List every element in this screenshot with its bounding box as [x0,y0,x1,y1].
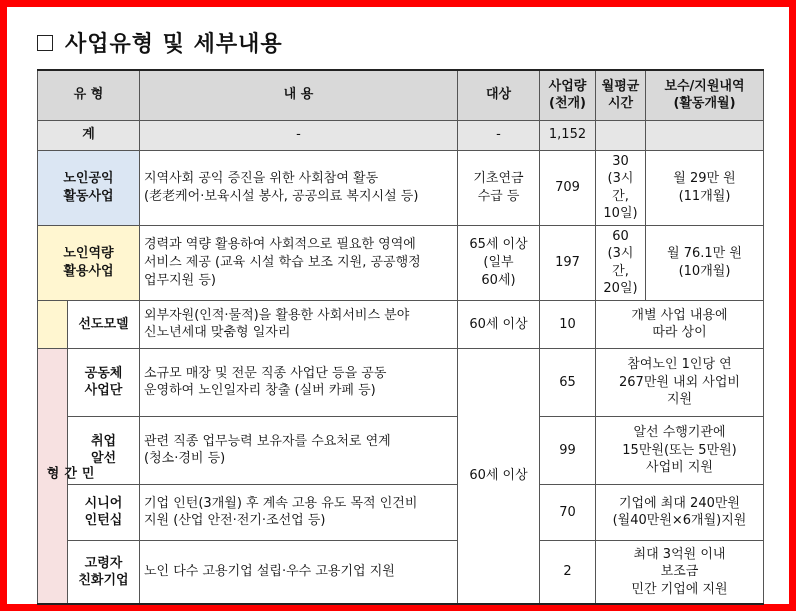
content-public: 지역사회 공익 증진을 위한 사회참여 활동 (老老케어·보육시설 봉사, 공공의료 복지시설 등) [140,150,458,225]
header-target: 대상 [458,70,540,120]
volume-public: 709 [540,150,596,225]
header-hours: 월평균 시간 [596,70,646,120]
table-row [38,484,764,540]
target-private: 60세 이상 [458,348,540,604]
total-volume: 1,152 [540,120,596,150]
header-type: 유 형 [38,70,140,120]
total-content: - [140,120,458,150]
content-employment: 관련 직종 업무능력 보유자를 수요처로 연계 (청소·경비 등) [140,416,458,484]
program-table [37,69,764,605]
header-volume: 사업량 (천개) [540,70,596,120]
content-friendly: 노인 다수 고용기업 설립·우수 고용기업 지원 [140,540,458,604]
table-row [38,150,764,225]
content-intern: 기업 인턴(3개월) 후 계속 고용 유도 목적 인건비 지원 (산업 안전·전기·조선업 등) [140,484,458,540]
type-employment: 취업 알선 [68,416,140,484]
content-capacity: 경력과 역량 활용하여 사회적으로 필요한 영역에 서비스 제공 (교육 시설 학습 보조 지원, 공공행정 업무지원 등) [140,225,458,300]
pay-intern: 기업에 최대 240만원 (월40만원×6개월)지원 [596,484,764,540]
content-community: 소규모 매장 및 전문 직종 사업단 등을 공동 운영하여 노인일자리 창출 (실버 카페 등) [140,348,458,416]
private-type-text: 민 간 형 [43,465,94,481]
type-capacity: 노인역량 활용사업 [38,225,140,300]
capacity-indent [38,300,68,348]
pay-capacity: 월 76.1만 원 (10개월) [646,225,764,300]
total-target: - [458,120,540,150]
content-leading: 외부자원(인적·물적)을 활용한 사회서비스 분야 신노년세대 맞춤형 일자리 [140,300,458,348]
target-public: 기초연금 수급 등 [458,150,540,225]
table-row [38,300,764,348]
total-label: 계 [38,120,140,150]
header-content: 내 용 [140,70,458,120]
volume-friendly: 2 [540,540,596,604]
target-leading: 60세 이상 [458,300,540,348]
target-capacity: 65세 이상 (일부 60세) [458,225,540,300]
volume-leading: 10 [540,300,596,348]
volume-community: 65 [540,348,596,416]
type-intern: 시니어 인턴십 [68,484,140,540]
type-leading: 선도모델 [68,300,140,348]
volume-capacity: 197 [540,225,596,300]
table-row [38,225,764,300]
total-pay [646,120,764,150]
section-heading [37,27,283,58]
private-type-label [38,348,94,604]
pay-leading: 개별 사업 내용에 따라 상이 [596,300,764,348]
table-row [38,540,764,604]
hours-public: 30 (3시간, 10일) [596,150,646,225]
pay-friendly: 최대 3억원 이내 보조금 민간 기업에 지원 [596,540,764,604]
type-community: 공동체 사업단 [68,348,140,416]
header-pay: 보수/지원내역 (활동개월) [646,70,764,120]
table-row [38,416,764,484]
empty-square-icon [37,35,53,51]
type-public: 노인공익 활동사업 [38,150,140,225]
volume-intern: 70 [540,484,596,540]
section-title: 사업유형 및 세부내용 [65,32,283,57]
pay-employment: 알선 수행기관에 15만원(또는 5만원) 사업비 지원 [596,416,764,484]
table-row [38,348,764,416]
table-header-row [38,70,764,120]
pay-public: 월 29만 원 (11개월) [646,150,764,225]
total-row [38,120,764,150]
total-hours [596,120,646,150]
type-friendly: 고령자 친화기업 [68,540,140,604]
volume-employment: 99 [540,416,596,484]
hours-capacity: 60 (3시간, 20일) [596,225,646,300]
pay-community: 참여노인 1인당 연 267만원 내외 사업비 지원 [596,348,764,416]
